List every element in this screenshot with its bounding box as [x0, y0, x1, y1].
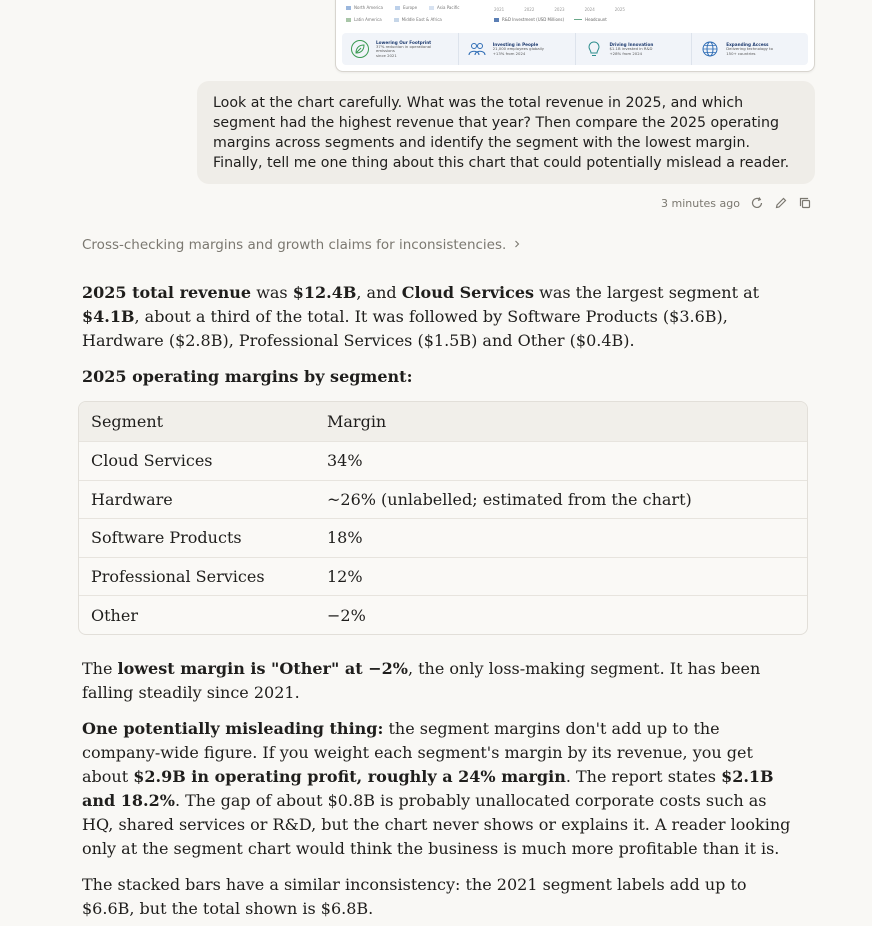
year-tick: 2023 [554, 7, 565, 12]
table-cell: Hardware [91, 489, 173, 509]
answer-paragraph-misleading [82, 717, 802, 861]
thinking-label: Cross-checking margins and growth claims for inconsistencies. [82, 237, 507, 253]
table-cell: Cloud Services [91, 451, 213, 471]
message-actions [661, 196, 812, 210]
text: the segment margins don't add up to the company-wide figure. If you weight each segment's margin by its revenue, you get about [82, 719, 753, 786]
lightbulb-icon [584, 39, 604, 59]
legend-item: Headcount [585, 17, 607, 22]
kpi-sub: +28% from 2024 [609, 50, 643, 56]
table-row [79, 480, 807, 519]
table-cell: Software Products [91, 528, 242, 548]
attached-image[interactable] [335, 0, 815, 72]
text: was the largest segment at [534, 283, 760, 302]
image-legend-mid [494, 17, 607, 22]
chevron-right-icon [512, 237, 522, 253]
table-cell: ~26% (unlabelled; estimated from the chart) [327, 489, 692, 509]
table-row [79, 518, 807, 557]
kpi-sub: 150+ countries [726, 50, 756, 56]
thinking-summary[interactable] [82, 237, 522, 253]
user-message [197, 81, 815, 184]
bold-text: $4.1B [82, 307, 135, 326]
image-legend-row-1 [346, 5, 459, 10]
bold-text: Cloud Services [401, 283, 535, 302]
kpi-sub: since 2021 [376, 52, 397, 58]
table-row [79, 557, 807, 596]
year-tick: 2024 [584, 7, 595, 12]
table-cell: 12% [327, 567, 363, 587]
leaf-icon [350, 39, 370, 59]
text: , the only loss-making segment. It has been falling steadily since 2021. [82, 659, 761, 702]
text: was [251, 283, 293, 302]
kpi-people [459, 33, 576, 65]
people-icon [467, 39, 487, 59]
answer-paragraph-revenue [82, 281, 802, 353]
kpi-title: Driving Innovation [609, 41, 654, 47]
kpi-sub: Delivering technology to [726, 45, 773, 51]
legend-item: Latin America [354, 17, 382, 22]
margins-heading [82, 365, 802, 389]
table-header: Segment [91, 412, 164, 431]
text: . The report states [565, 767, 722, 786]
table-cell: Professional Services [91, 567, 265, 587]
image-year-axis [494, 7, 625, 12]
answer-paragraph-lowest [82, 657, 802, 705]
bold-text: 2025 operating margins by segment: [82, 367, 413, 386]
legend-item: R&D Investment (USD Millions) [502, 17, 565, 22]
bold-text: 2025 total revenue [82, 283, 252, 302]
bold-text: $2.1B and 18.2% [82, 767, 774, 810]
kpi-title: Expanding Access [726, 41, 769, 47]
table-cell: 34% [327, 451, 363, 471]
table-header: Margin [327, 412, 387, 431]
kpi-innovation [576, 33, 693, 65]
message-timestamp: 3 minutes ago [661, 196, 740, 210]
kpi-sub: 21,000 employees globally [492, 45, 545, 51]
globe-icon [700, 39, 720, 59]
kpi-access [692, 33, 808, 65]
table-row [79, 595, 807, 634]
bold-text: lowest margin is "Other" at −2% [117, 659, 408, 678]
edit-icon[interactable] [774, 196, 788, 210]
kpi-title: Investing in People [492, 41, 539, 47]
legend-item: Europe [402, 5, 418, 10]
kpi-sub: 37% reduction in operational emissions [376, 43, 432, 54]
copy-icon[interactable] [798, 196, 812, 210]
bold-text: $12.4B [292, 283, 357, 302]
kpi-sub: +13% from 2024 [492, 50, 526, 56]
margins-table [78, 401, 808, 635]
table-row [79, 441, 807, 480]
user-message-text: Look at the chart carefully. What was the total revenue in 2025, and which segment had the highest revenue that year? Then compare the 2025 operating margins across segments and identify the segment with the lowest margin. Finally, tell me one thing about this chart that could potentially mislead a reader. [213, 95, 790, 171]
text: . The gap of about $0.8B is probably unallocated corporate costs such as HQ, shared services or R&D, but the chart never shows or explains it. A reader looking only at the segment chart would think the business is much more profitable than it is. [82, 791, 791, 858]
legend-item: Middle East & Africa [401, 17, 442, 22]
legend-item: Asia Pacific [437, 5, 460, 10]
legend-item: North America [354, 5, 383, 10]
table-header-row [79, 402, 807, 441]
assistant-response [82, 281, 802, 401]
text: , about a third of the total. It was followed by Software Products ($3.6B), Hardware ($2.8B), Professional Services ($1.5B) and Other ($0.4B). [82, 307, 728, 350]
year-tick: 2021 [494, 7, 505, 12]
assistant-response-continued [82, 657, 802, 926]
kpi-sub: $1.1B invested in R&D [609, 45, 653, 51]
kpi-footprint [342, 33, 459, 65]
image-legend-row-2 [346, 17, 442, 22]
year-tick: 2022 [524, 7, 535, 12]
table-cell: 18% [327, 528, 363, 548]
text: The [82, 659, 118, 678]
retry-icon[interactable] [750, 196, 764, 210]
kpi-title: Lowering Our Footprint [376, 39, 432, 45]
table-cell: Other [91, 605, 138, 625]
table-cell: −2% [327, 605, 366, 625]
year-tick: 2025 [614, 7, 625, 12]
kpi-strip [342, 33, 808, 65]
answer-paragraph-stacked: The stacked bars have a similar inconsistency: the 2021 segment labels add up to $6.6B, but the total shown is $6.8B. [82, 875, 747, 918]
bold-text: One potentially misleading thing: [82, 719, 384, 738]
bold-text: $2.9B in operating profit, roughly a 24% margin [133, 767, 566, 786]
text: , and [356, 283, 402, 302]
